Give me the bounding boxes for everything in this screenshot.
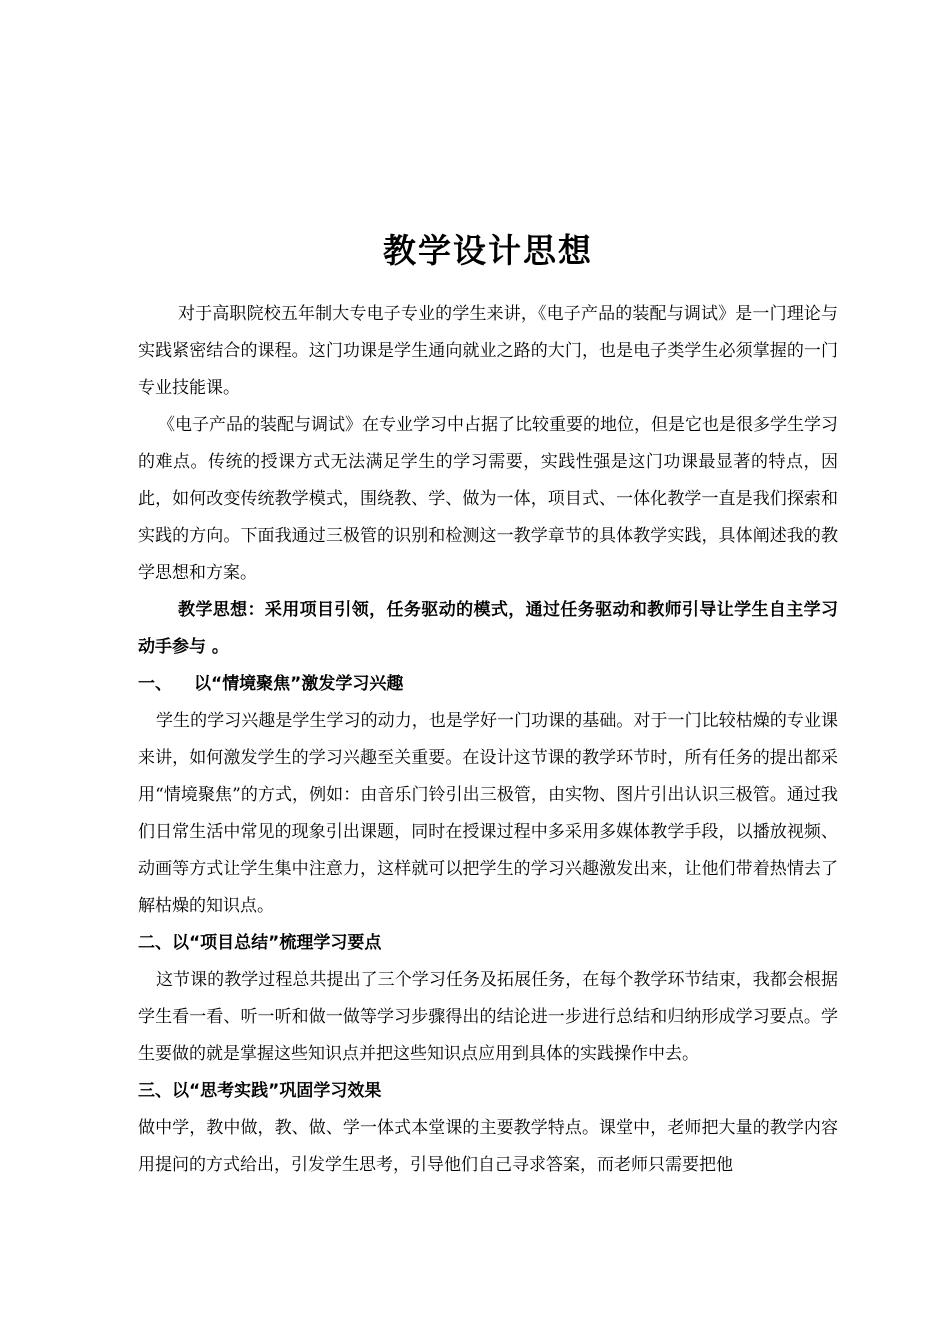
section-number-3: 三、 [138,1081,172,1101]
section-heading-1 [138,666,838,703]
teaching-thought-text: 采用项目引领，任务驱动的模式，通过任务驱动和教师引导让学生自主学习动手参与 。 [138,600,839,657]
section-heading-2 [138,925,838,962]
document-page [138,228,838,1184]
section-title-1: 以“情境聚焦”激发学习兴趣 [194,674,404,694]
section-title-2: 以“项目总结”梳理学习要点 [172,933,382,953]
intro-paragraph-1: 对于高职院校五年制大专电子专业的学生来讲，《电子产品的装配与调试》是一门理论与实践紧密结合的课程。这门功课是学生通向就业之路的大门，也是电子类学生必须掌握的一门专业技能课。 [138,304,838,398]
document-title: 教学设计思想 [383,231,593,270]
section-number-1: 一、 [138,674,172,694]
teaching-thought-paragraph [138,592,838,666]
teaching-thought-label: 教学思想： [178,600,265,620]
intro-paragraph-2: 《电子产品的装配与调试》在专业学习中占据了比较重要的地位，但是它也是很多学生学习的难点。传统的授课方式无法满足学生的学习需要，实践性强是这门功课最显著的特点，因此，如何改变传统教学模式，围绕教、学、做为一体，项目式、一体化教学一直是我们探索和实践的方向。下面我通过三极管的识别和检测这一教学章节的具体教学实践，具体阐述我的教学思想和方案。 [138,415,838,583]
section-heading-3 [138,1073,838,1110]
section-body-3: 做中学，教中做，教、做、学一体式本堂课的主要教学特点。课堂中，老师把大量的教学内容用提问的方式给出，引发学生思考，引导他们自己寻求答案，而老师只需要把他 [138,1118,838,1175]
section-body-2: 这节课的教学过程总共提出了三个学习任务及拓展任务，在每个教学环节结束，我都会根据学生看一看、听一听和做一做等学习步骤得出的结论进一步进行总结和归纳形成学习要点。学生要做的就是掌握这些知识点并把这些知识点应用到具体的实践操作中去。 [138,970,838,1064]
section-body-1: 学生的学习兴趣是学生学习的动力，也是学好一门功课的基础。对于一门比较枯燥的专业课来讲，如何激发学生的学习兴趣至关重要。在设计这节课的教学环节时，所有任务的提出都采用“情境聚焦”的方式，例如：由音乐门铃引出三极管，由实物、图片引出认识三极管。通过我们日常生活中常见的现象引出课题，同时在授课过程中多采用多媒体教学手段，以播放视频、动画等方式让学生集中注意力，这样就可以把学生的学习兴趣激发出来，让他们带着热情去了解枯燥的知识点。 [138,711,838,916]
section-title-3: 以“思考实践”巩固学习效果 [172,1081,382,1101]
section-number-2: 二、 [138,933,172,953]
